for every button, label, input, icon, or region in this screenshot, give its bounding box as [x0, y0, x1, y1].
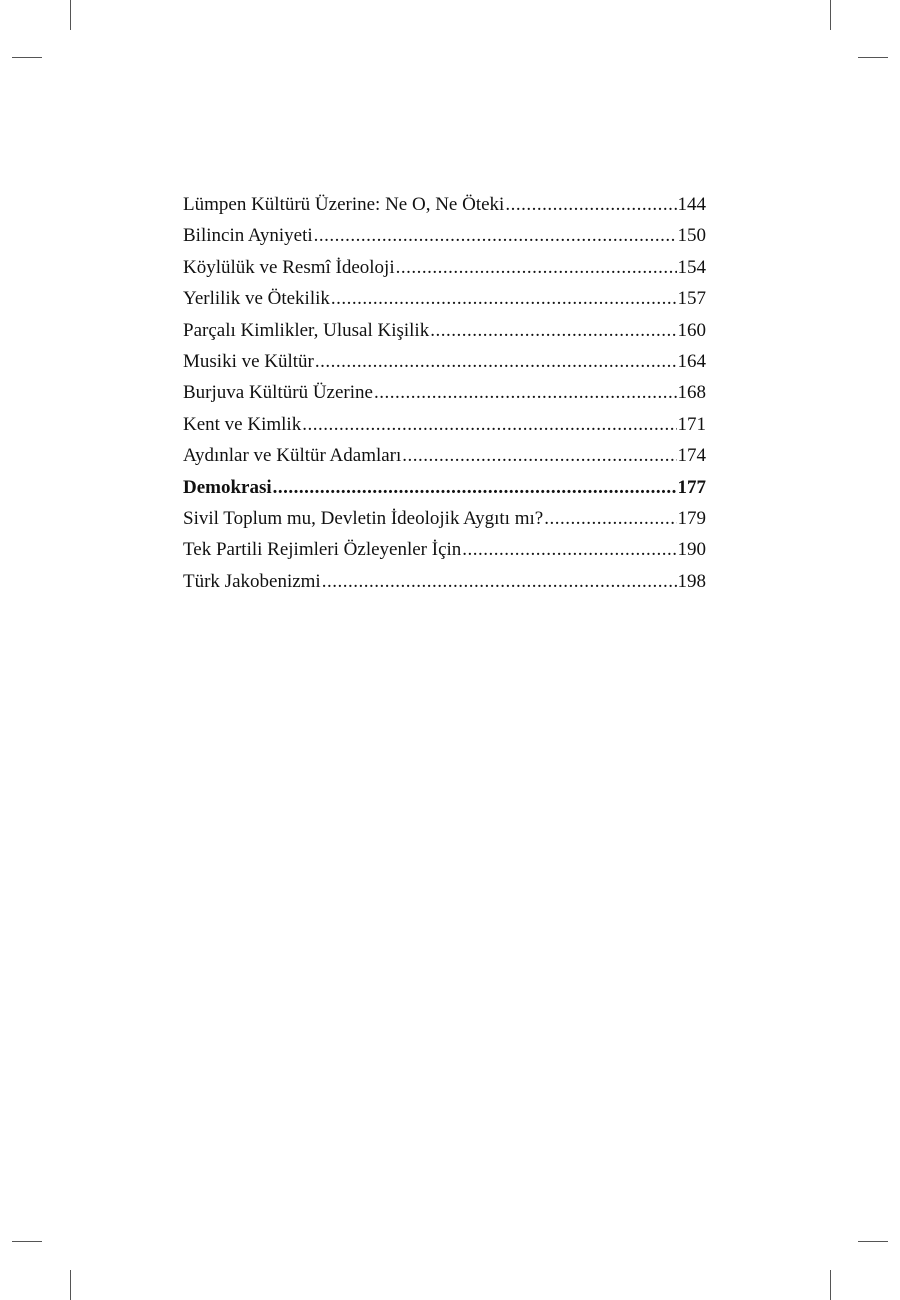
toc-dot-leader — [315, 346, 677, 377]
toc-entry[interactable] — [183, 346, 706, 377]
crop-mark-right-bottom — [858, 1241, 888, 1242]
toc-entry-page: 177 — [677, 476, 706, 498]
toc-entry-page: 144 — [677, 194, 706, 215]
toc-dot-leader — [322, 566, 677, 597]
crop-mark-right-top — [858, 57, 888, 58]
toc-dot-leader — [302, 409, 676, 440]
toc-dot-leader — [462, 534, 676, 565]
toc-dot-leader — [396, 252, 677, 283]
toc-dot-leader — [314, 220, 677, 251]
toc-entry[interactable] — [183, 377, 706, 408]
toc-entry-title: Sivil Toplum mu, Devletin İdeolojik Aygıtı mı? — [183, 507, 544, 529]
toc-entry[interactable] — [183, 566, 706, 597]
crop-mark-top-right — [830, 0, 831, 30]
toc-entry-page: 171 — [677, 413, 706, 435]
toc-entry[interactable] — [183, 503, 706, 534]
toc-entry[interactable] — [183, 283, 706, 314]
crop-mark-left-bottom — [12, 1241, 42, 1242]
toc-entry[interactable] — [183, 252, 706, 283]
toc-entry[interactable] — [183, 440, 706, 471]
toc-entry-title: Musiki ve Kültür — [183, 350, 314, 372]
crop-mark-bottom-left — [70, 1270, 71, 1300]
toc-dot-leader — [331, 283, 677, 314]
toc-entry[interactable] — [183, 189, 706, 220]
table-of-contents — [183, 189, 706, 597]
toc-dot-leader — [402, 440, 676, 471]
toc-entry-page: 179 — [677, 507, 706, 529]
toc-entry-title: Lümpen Kültürü Üzerine: Ne O, Ne Öteki — [183, 194, 505, 215]
crop-mark-left-top — [12, 57, 42, 58]
toc-dot-leader — [374, 377, 677, 408]
toc-entry-page: 174 — [677, 445, 706, 467]
toc-entry[interactable] — [183, 534, 706, 565]
toc-dot-leader — [273, 472, 677, 503]
toc-dot-leader — [430, 315, 676, 346]
toc-entry-title: Tek Partili Rejimleri Özleyenler İçin — [183, 539, 462, 561]
toc-entry-page: 198 — [677, 570, 706, 592]
toc-entry[interactable] — [183, 409, 706, 440]
crop-mark-top-left — [70, 0, 71, 30]
toc-entry-title: Burjuva Kültürü Üzerine — [183, 382, 373, 404]
toc-entry-title: Demokrasi — [183, 476, 272, 498]
crop-mark-bottom-right — [830, 1270, 831, 1300]
toc-entry[interactable] — [183, 315, 706, 346]
toc-entry-title: Yerlilik ve Ötekilik — [183, 288, 330, 310]
toc-dot-leader — [544, 503, 676, 534]
toc-entry-title: Köylülük ve Resmî İdeoloji — [183, 256, 395, 278]
toc-entry-title: Aydınlar ve Kültür Adamları — [183, 445, 402, 467]
toc-entry-title: Türk Jakobenizmi — [183, 570, 321, 592]
toc-entry-page: 157 — [677, 288, 706, 310]
toc-entry-page: 150 — [677, 225, 706, 247]
toc-entry-title: Parçalı Kimlikler, Ulusal Kişilik — [183, 319, 430, 341]
toc-entry-page: 190 — [677, 539, 706, 561]
toc-entry-page: 154 — [677, 256, 706, 278]
toc-entry-page: 160 — [677, 319, 706, 341]
toc-entry[interactable] — [183, 472, 706, 503]
toc-dot-leader — [505, 189, 676, 220]
toc-entry[interactable] — [183, 220, 706, 251]
toc-entry-title: Bilincin Ayniyeti — [183, 225, 313, 247]
toc-entry-page: 168 — [677, 382, 706, 404]
toc-entry-page: 164 — [677, 350, 706, 372]
toc-entry-title: Kent ve Kimlik — [183, 413, 302, 435]
